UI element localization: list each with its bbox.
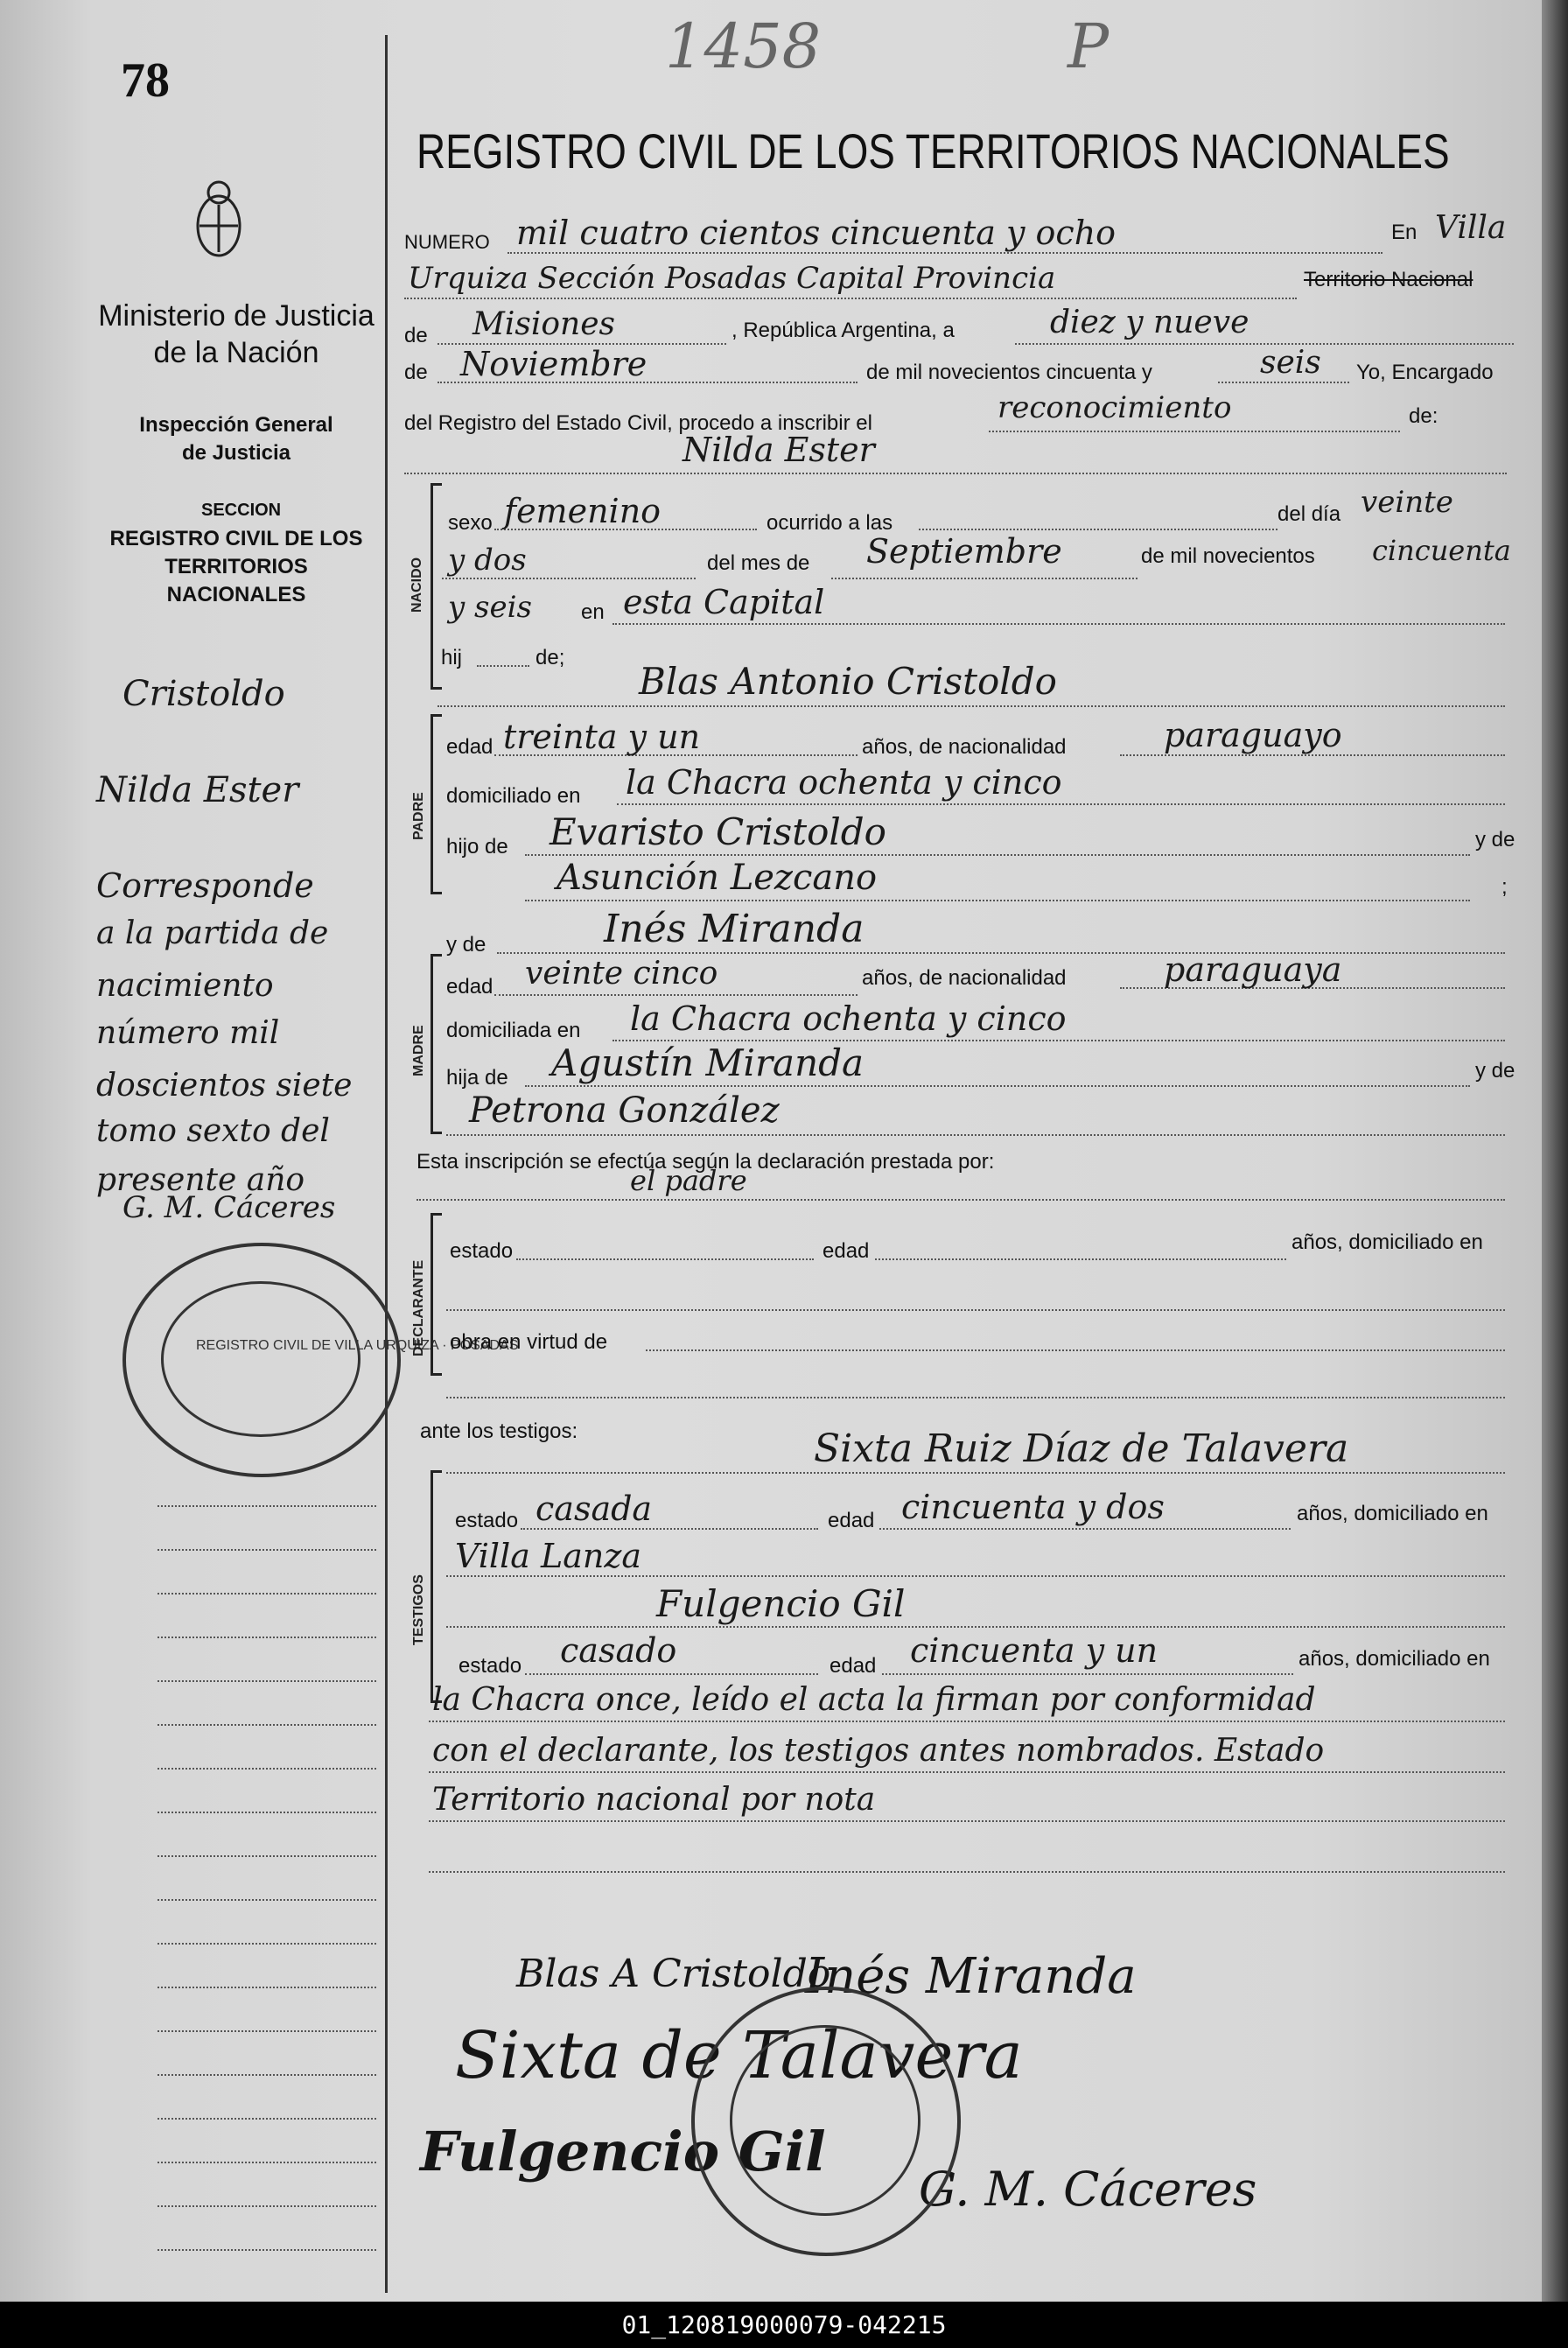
label-estado: estado	[455, 1509, 519, 1532]
value-anio: seis	[1260, 345, 1321, 381]
value-testigo1: Sixta Ruiz Díaz de Talavera	[814, 1426, 1349, 1471]
page-number: 78	[121, 53, 170, 108]
label-declaracion: Esta inscripción se efectúa según la declaración prestada por:	[416, 1150, 995, 1174]
value-dia-nac: veinte	[1361, 485, 1453, 520]
field-line	[438, 705, 1505, 707]
value-madre-edad: veinte cinco	[525, 956, 718, 992]
field-line	[446, 1397, 1505, 1398]
book-edge	[1542, 0, 1568, 2302]
label-estado: estado	[458, 1654, 522, 1678]
label-anios-domiciliado: años, domiciliado en	[1292, 1230, 1483, 1254]
signature-testigo1: Sixta de Talavera	[455, 2018, 1023, 2093]
field-line	[521, 1528, 818, 1530]
field-line	[1218, 382, 1349, 383]
label-de: de	[404, 361, 428, 384]
field-line	[404, 473, 1507, 474]
left-rule	[158, 1505, 376, 1507]
value-anio-nac-2: y seis	[448, 590, 532, 625]
value-testigo2: Fulgencio Gil	[656, 1582, 906, 1625]
label-madre: MADRE	[411, 1025, 426, 1076]
label-edad: edad	[822, 1239, 870, 1263]
label-edad: edad	[446, 975, 494, 999]
section-name: REGISTRO CIVIL DE LOS TERRITORIOS NACIONALES	[109, 527, 363, 606]
value-padre-nombre: Blas Antonio Cristoldo	[639, 660, 1057, 703]
margin-note-4: número mil	[96, 1015, 280, 1051]
field-line	[429, 1721, 1505, 1722]
label-del-dia: del día	[1278, 502, 1341, 526]
label-numero: NUMERO	[404, 231, 490, 253]
left-rule	[158, 1943, 376, 1945]
value-lugar-nac: esta Capital	[623, 583, 825, 621]
left-rule	[158, 1987, 376, 1988]
field-line	[429, 1871, 1505, 1873]
value-en: Villa	[1435, 210, 1507, 246]
field-line	[882, 1673, 1293, 1675]
declarante-bracket	[430, 1213, 442, 1376]
margin-note-3: nacimiento	[96, 968, 274, 1004]
label-de: de	[404, 324, 428, 347]
value-anio-nac: cincuenta	[1372, 534, 1511, 567]
registry-stamp-right	[691, 1987, 961, 2256]
value-territorio: Misiones	[472, 306, 616, 342]
value-acto: reconocimiento	[998, 390, 1232, 425]
field-line	[617, 803, 1505, 805]
padre-bracket	[430, 714, 442, 894]
label-estado: estado	[450, 1239, 514, 1263]
value-testigo1-dom: Villa Lanza	[455, 1537, 642, 1575]
label-testigos-vertical: TESTIGOS	[411, 1574, 426, 1645]
field-line	[446, 1626, 1505, 1628]
label-hij: hij	[441, 646, 463, 669]
field-line	[429, 1820, 1505, 1822]
field-line	[875, 1258, 1286, 1260]
value-padre-nac: paraguayo	[1164, 716, 1342, 754]
value-padre-dom: la Chacra ochenta y cinco	[626, 763, 1062, 802]
field-line	[477, 665, 529, 667]
value-testigo2-dom: la Chacra once, leído el acta la firman por conformidad	[432, 1682, 1316, 1718]
value-sexo: femenino	[504, 492, 662, 530]
margin-name: Nilda Ester	[96, 770, 299, 810]
field-line	[1120, 754, 1505, 756]
left-rule	[158, 2205, 376, 2207]
field-line	[446, 1134, 1505, 1136]
left-rule	[158, 1768, 376, 1770]
label-domiciliada: domiciliada en	[446, 1019, 581, 1042]
value-madre-madre: Petrona González	[469, 1090, 780, 1131]
label-edad: edad	[446, 735, 494, 759]
field-line	[442, 578, 696, 579]
coat-of-arms-icon	[194, 175, 243, 263]
left-rule	[158, 1855, 376, 1857]
label-territorio: Territorio Nacional	[1304, 268, 1474, 291]
margin-note-7: presente año	[96, 1162, 305, 1198]
left-rule	[158, 2162, 376, 2163]
label-nacionalidad: años, de nacionalidad	[862, 735, 1067, 759]
field-line	[404, 298, 1297, 299]
label-en: en	[581, 600, 605, 624]
left-rule	[158, 2074, 376, 2076]
field-line	[508, 252, 1382, 254]
label-testigos: ante los testigos:	[420, 1419, 578, 1443]
field-line	[525, 900, 1470, 901]
left-rule	[158, 1637, 376, 1638]
label-hija-de: hija de	[446, 1066, 508, 1090]
left-rule	[158, 1724, 376, 1726]
field-line	[919, 529, 1278, 530]
value-padre-hijo-de: Evaristo Cristoldo	[550, 810, 886, 853]
signature-encargado: G. M. Cáceres	[919, 2162, 1257, 2217]
value-madre-hija-de: Agustín Miranda	[551, 1041, 864, 1084]
label-padre: PADRE	[411, 792, 426, 840]
value-nombre: Nilda Ester	[682, 431, 875, 469]
label-y-de: y de	[1475, 1059, 1516, 1083]
label-registro: del Registro del Estado Civil, procedo a inscribir el	[404, 411, 872, 435]
label-de: de;	[536, 646, 565, 669]
value-cierre-1: con el declarante, los testigos antes nombrados. Estado	[432, 1733, 1325, 1769]
label-y-de: y de	[446, 933, 486, 957]
label-encargado: Yo, Encargado	[1356, 361, 1494, 384]
value-madre-nombre: Inés Miranda	[604, 907, 864, 951]
value-lugar: Urquiza Sección Posadas Capital Provincia	[408, 261, 1056, 296]
margin-surname: Cristoldo	[122, 674, 285, 714]
label-semicolon: ;	[1502, 875, 1508, 899]
field-line	[525, 1673, 818, 1675]
value-testigo1-edad: cincuenta y dos	[901, 1488, 1165, 1526]
value-madre-nac: paraguaya	[1164, 950, 1342, 989]
pencil-letter: P	[1068, 11, 1110, 82]
section-label: SECCION	[201, 501, 282, 520]
label-edad: edad	[828, 1509, 875, 1532]
left-rule	[158, 1812, 376, 1813]
value-testigo2-estado: casado	[560, 1631, 677, 1670]
testigos-bracket	[430, 1470, 442, 1703]
value-numero: mil cuatro cientos cincuenta y ocho	[516, 214, 1116, 252]
label-domiciliado: domiciliado en	[446, 784, 581, 808]
value-padre-madre: Asunción Lezcano	[556, 858, 878, 898]
field-line	[429, 1771, 1505, 1773]
label-anios-domiciliado: años, domiciliado en	[1297, 1502, 1488, 1525]
label-nacionalidad: años, de nacionalidad	[862, 966, 1067, 990]
label-mil-novecientos: de mil novecientos cincuenta y	[866, 361, 1152, 384]
field-line	[879, 1528, 1291, 1530]
label-ocurrido: ocurrido a las	[766, 511, 893, 535]
left-rule	[158, 1593, 376, 1595]
inspection-name: Inspección General de Justicia	[139, 413, 333, 465]
signature-madre: Inés Miranda	[805, 1948, 1137, 2005]
field-line	[525, 1085, 1470, 1087]
label-en: En	[1391, 221, 1418, 244]
field-line	[416, 1199, 1505, 1201]
value-mes: Noviembre	[460, 345, 648, 383]
column-divider	[385, 35, 388, 2293]
value-padre-edad: treinta y un	[503, 718, 701, 756]
label-republica: , República Argentina, a	[732, 319, 955, 342]
field-line	[497, 952, 1505, 954]
margin-note-2: a la partida de	[96, 915, 329, 951]
label-de: de:	[1409, 404, 1438, 428]
value-madre-dom: la Chacra ochenta y cinco	[630, 999, 1067, 1038]
pencil-record-number: 1458	[665, 11, 822, 82]
label-y-de: y de	[1475, 828, 1516, 852]
value-mes-nac: Septiembre	[866, 532, 1062, 571]
value-dia-nac-2: y dos	[448, 543, 527, 578]
label-mil-nov: de mil novecientos	[1141, 544, 1315, 568]
label-del-mes: del mes de	[707, 551, 810, 575]
field-line	[831, 578, 1138, 579]
field-line	[516, 1258, 814, 1260]
registry-stamp-left: REGISTRO CIVIL DE VILLA URQUIZA · POSADAS	[122, 1243, 401, 1477]
margin-note-6: tomo sexto del	[96, 1113, 330, 1149]
margin-note-5: doscientos siete	[96, 1068, 353, 1104]
left-rule	[158, 1549, 376, 1551]
field-line	[989, 431, 1400, 432]
scan-identifier: 01_120819000079-042215	[0, 2302, 1568, 2348]
margin-signature: G. M. Cáceres	[122, 1190, 336, 1225]
registry-title: REGISTRO CIVIL DE LOS TERRITORIOS NACIONALES	[416, 123, 1450, 179]
signature-padre: Blas A Cristoldo	[516, 1952, 831, 1996]
label-sexo: sexo	[448, 511, 493, 535]
madre-bracket	[430, 954, 442, 1134]
field-line	[446, 1575, 1505, 1577]
label-nacido: NACIDO	[410, 557, 424, 613]
field-line	[446, 1472, 1505, 1474]
left-rule	[158, 2030, 376, 2032]
signature-testigo2: Fulgencio Gil	[420, 2120, 826, 2183]
field-line	[446, 1309, 1505, 1311]
field-line	[612, 623, 1505, 625]
field-line	[494, 994, 858, 996]
value-cierre-2: Territorio nacional por nota	[432, 1782, 876, 1818]
value-declarante: el padre	[630, 1164, 747, 1197]
field-line	[646, 1349, 1505, 1351]
label-obra: obra en virtud de	[450, 1330, 608, 1354]
ministry-name: Ministerio de Justicia de la Nación	[98, 299, 374, 369]
margin-note-1: Corresponde	[96, 866, 314, 905]
label-declarante: DECLARANTE	[411, 1259, 426, 1356]
value-testigo1-estado: casada	[536, 1489, 653, 1528]
left-rule	[158, 2249, 376, 2251]
field-line	[525, 854, 1470, 856]
value-testigo2-edad: cincuenta y un	[910, 1631, 1158, 1670]
label-anios-domiciliado: años, domiciliado en	[1298, 1647, 1490, 1671]
label-hijo-de: hijo de	[446, 835, 508, 859]
left-rule	[158, 1899, 376, 1901]
value-dia: diez y nueve	[1050, 305, 1250, 340]
left-rule	[158, 1680, 376, 1682]
label-edad: edad	[830, 1654, 877, 1678]
left-rule	[158, 2118, 376, 2120]
